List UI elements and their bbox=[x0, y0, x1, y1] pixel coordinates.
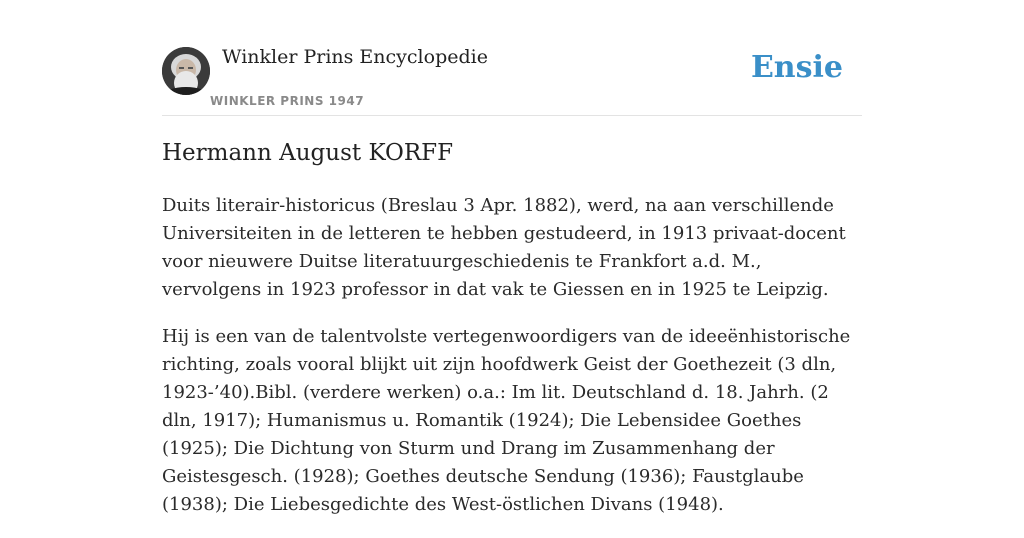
portrait-icon bbox=[162, 47, 210, 95]
article-paragraph: Duits literair-historicus (Breslau 3 Apr. 1882), werd, na aan verschillende Universiteiten in de letteren te hebben gestudeerd, in 1913 privaat-docent voor nieuwere Duitse literatuurgeschiedenis te Frankfort a.d. M., vervolgens in 1923 professor in dat vak te Giessen en in 1925 te Leipzig. bbox=[162, 195, 846, 300]
article-body bbox=[162, 192, 862, 538]
site-title[interactable]: Winkler Prins Encyclopedie bbox=[222, 46, 488, 68]
page-container bbox=[162, 0, 862, 515]
article-paragraph: Hij is een van de talentvolste vertegenwoordigers van de ideeënhistorische richting, zoals vooral blijkt uit zijn hoofdwerk Geist der Goethezeit (3 dln, 1923-’40).Bibl. (verdere werken) o.a.: Im lit. Deutschland d. 18. Jahrh. (2 dln, 1917); Humanismus u. Romantik (1924); Die Lebensidee Goethes (1925); Die Dichtung von Sturm und Drang im Zusammenhang der Geistesgesch. (1928); Goethes deutsche Sendung (1936); Faustglaube (1938); Die Liebesgedichte des West-östlichen Divans (1948). bbox=[162, 326, 851, 515]
page-title: Hermann August KORFF bbox=[162, 140, 454, 166]
author-avatar[interactable] bbox=[162, 47, 210, 95]
site-subtitle[interactable]: WINKLER PRINS 1947 bbox=[210, 94, 365, 108]
site-header bbox=[162, 0, 862, 116]
brand-logo[interactable]: Ensie bbox=[750, 50, 843, 85]
